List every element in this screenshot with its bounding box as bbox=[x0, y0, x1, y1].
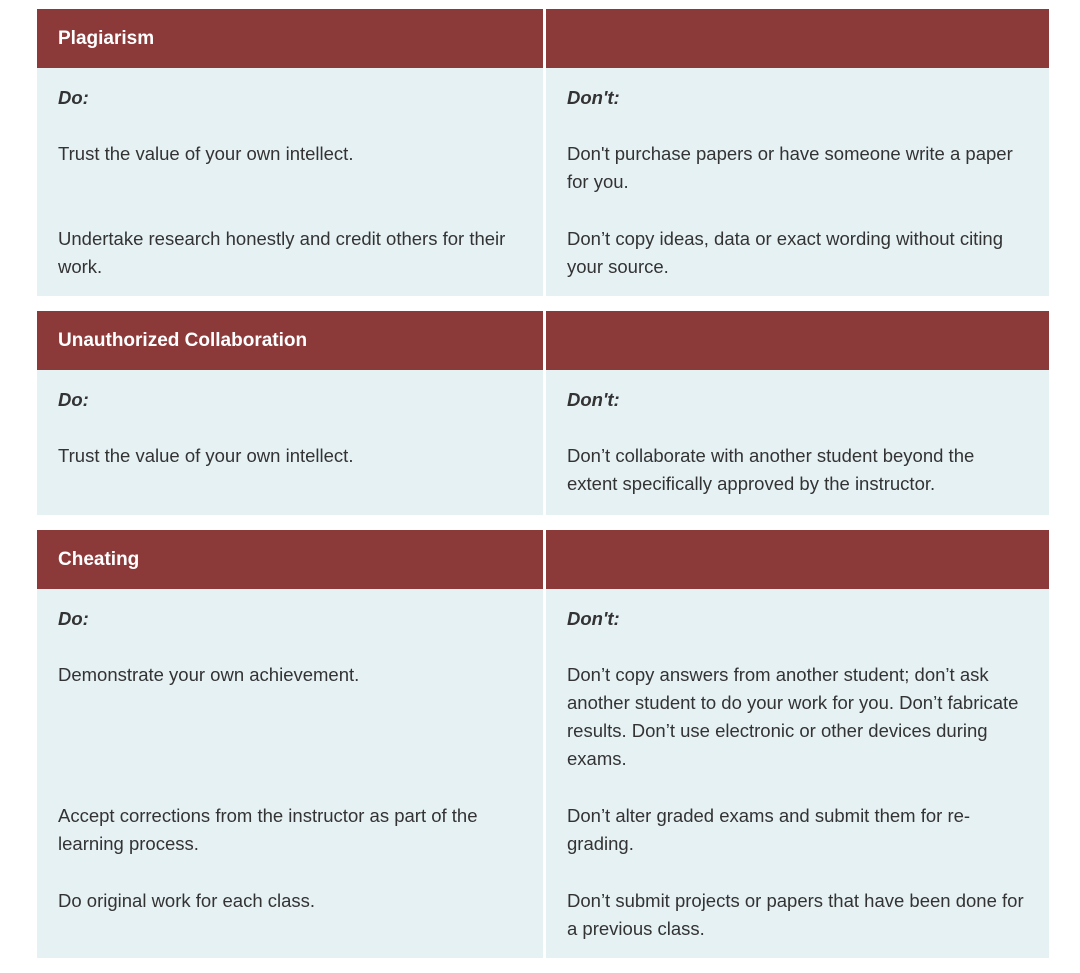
dont-label-text: Don't: bbox=[567, 389, 620, 410]
do-cell: Do original work for each class. bbox=[37, 873, 543, 958]
dont-label-text: Don't: bbox=[567, 87, 620, 108]
table-heading-empty bbox=[543, 311, 1049, 370]
table-heading-empty bbox=[543, 9, 1049, 68]
do-label bbox=[37, 589, 543, 647]
label-row bbox=[37, 68, 1049, 126]
dont-cell: Don't purchase papers or have someone write a paper for you. bbox=[543, 126, 1049, 211]
table-row bbox=[37, 873, 1049, 958]
do-cell: Demonstrate your own achievement. bbox=[37, 647, 543, 788]
table-heading: Cheating bbox=[37, 530, 543, 589]
label-row bbox=[37, 370, 1049, 428]
table-heading: Plagiarism bbox=[37, 9, 543, 68]
dont-cell: Don’t copy answers from another student; don’t ask another student to do your work for you. Don’t fabricate results. Don’t use electronic or other devices during exams. bbox=[543, 647, 1049, 788]
dont-cell: Don’t copy ideas, data or exact wording without citing your source. bbox=[543, 211, 1049, 296]
dont-label bbox=[543, 370, 1049, 428]
table-header-row bbox=[37, 9, 1049, 68]
do-label bbox=[37, 370, 543, 428]
table-row bbox=[37, 647, 1049, 788]
table-row bbox=[37, 788, 1049, 873]
table-header-row bbox=[37, 311, 1049, 370]
table-header-row bbox=[37, 530, 1049, 589]
do-label-text: Do: bbox=[58, 87, 89, 108]
do-cell: Accept corrections from the instructor as part of the learning process. bbox=[37, 788, 543, 873]
dont-label bbox=[543, 589, 1049, 647]
table-heading: Unauthorized Collaboration bbox=[37, 311, 543, 370]
plagiarism-table bbox=[37, 9, 1049, 296]
dont-label bbox=[543, 68, 1049, 126]
label-row bbox=[37, 589, 1049, 647]
policy-tables bbox=[37, 9, 1049, 973]
do-label-text: Do: bbox=[58, 608, 89, 629]
unauthorized-collaboration-table bbox=[37, 311, 1049, 515]
table-row bbox=[37, 428, 1049, 515]
do-cell: Undertake research honestly and credit others for their work. bbox=[37, 211, 543, 296]
dont-cell: Don’t submit projects or papers that have been done for a previous class. bbox=[543, 873, 1049, 958]
do-cell: Trust the value of your own intellect. bbox=[37, 126, 543, 211]
do-label-text: Do: bbox=[58, 389, 89, 410]
do-label bbox=[37, 68, 543, 126]
dont-cell: Don’t alter graded exams and submit them for re-grading. bbox=[543, 788, 1049, 873]
table-row bbox=[37, 126, 1049, 211]
table-row bbox=[37, 211, 1049, 296]
cheating-table bbox=[37, 530, 1049, 958]
table-heading-empty bbox=[543, 530, 1049, 589]
dont-label-text: Don't: bbox=[567, 608, 620, 629]
dont-cell: Don’t collaborate with another student beyond the extent specifically approved by the instructor. bbox=[543, 428, 1049, 515]
do-cell: Trust the value of your own intellect. bbox=[37, 428, 543, 515]
